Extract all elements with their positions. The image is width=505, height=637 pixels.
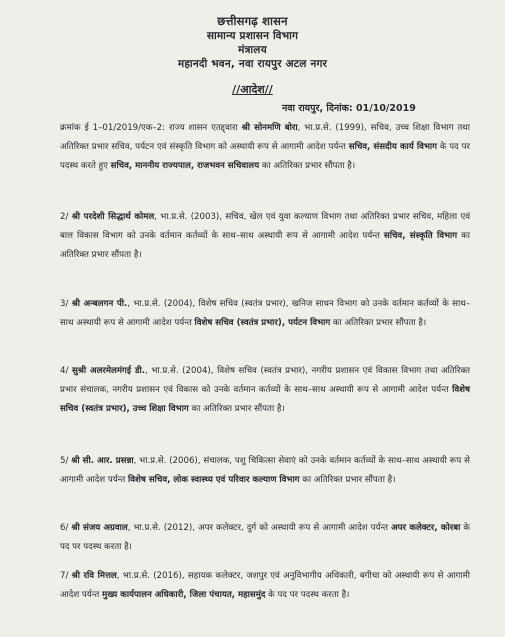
header-department: सामान्य प्रशासन विभाग — [206, 30, 299, 42]
paragraph-text: , भा.प्र.से. (2004), विशेष सचिव (स्वतंत्र प्रभार), नगरीय प्रशासन एवं विकास विभाग तथा अतिरिक्त प्रभार संचालक, नगरीय प्रशासन एवं विकास को उनके वर्तमान कर्तव्यों के साथ–साथ अस्थायी रूप से आगामी आदेश पर्यन्त — [60, 366, 470, 395]
header-address: महानदी भवन, नवा रायपुर अटल नगर — [177, 58, 328, 70]
order-paragraph-1 — [60, 119, 470, 176]
paragraph-text: के पद पर पदस्थ करता है। — [60, 523, 470, 552]
order-title: //आदेश// — [232, 83, 273, 96]
paragraph-text: 3/ — [60, 299, 72, 309]
posting-post: विशेष सचिव (स्वतंत्र प्रभार), पर्यटन विभाग — [194, 318, 331, 328]
paragraph-text: का अतिरिक्त प्रभार सौंपता है। — [330, 318, 427, 328]
posting-post: सचिव, संस्कृति विभाग — [383, 231, 458, 241]
paragraph-text: , भा.प्र.से. (2012), अपर कलेक्टर, दुर्ग को अस्थायी रूप से आगामी आदेश पर्यन्त — [127, 523, 392, 533]
officer-name: श्री परदेशी सिद्धार्थ कोमल — [71, 212, 155, 222]
officer-name: श्री सी. आर. प्रसन्ना — [71, 456, 134, 466]
paragraph-text: , भा.प्र.से. (2006), संचालक, पशु चिकित्सा सेवाएं को उनके वर्तमान कर्तव्यों के साथ–साथ अस्थायी रूप से आगामी आदेश पर्यन्त — [60, 456, 470, 485]
header-ministry: मंत्रालय — [238, 44, 267, 56]
paragraph-text: , भा.प्र.से. (1999), सचिव, उच्च शिक्षा विभाग तथा अतिरिक्त प्रभार सचिव, पर्यटन एवं संस्कृति विभाग को अस्थायी रूप से आगामी आदेश पर्यन्त — [60, 123, 470, 152]
paragraph-text: 2/ — [60, 212, 72, 222]
order-paragraph-7 — [60, 567, 470, 605]
paragraph-text: 6/ — [60, 523, 72, 533]
order-paragraph-5 — [60, 452, 470, 490]
officer-name: श्री संजय अग्रवाल — [71, 523, 128, 533]
paragraph-text: के पद पर पदस्थ करता है। — [265, 590, 350, 600]
posting-post: अपर कलेक्टर, कोरबा — [391, 523, 461, 533]
paragraph-text: का अतिरिक्त प्रभार सौंपता है। — [60, 231, 471, 260]
order-paragraph-6 — [60, 519, 470, 557]
officer-name: श्री रवि मित्तल — [71, 571, 117, 581]
paragraph-text: , भा.प्र.से. (2003), सचिव, खेल एवं युवा कल्याण विभाग तथा अतिरिक्त प्रभार सचिव, महिला एवं बाल विकास विभाग को उनके वर्तमान कर्तव्यों के साथ–साथ अस्थायी रूप से आगामी आदेश पर्यन्त — [60, 212, 470, 241]
paragraph-text: का अतिरिक्त प्रभार सौंपता है। — [188, 404, 285, 414]
posting-post: विशेष सचिव (स्वतंत्र प्रभार), उच्च शिक्षा विभाग — [60, 385, 470, 414]
paragraph-text: का अतिरिक्त प्रभार सौंपता है। — [299, 475, 396, 485]
officer-name: श्री अन्बलगन पी. — [71, 299, 128, 309]
order-paragraph-3 — [60, 295, 470, 333]
additional-charge-post: सचिव, माननीय राज्यपाल, राजभवन सचिवालय — [110, 161, 260, 171]
posting-post: मुख्य कार्यपालन अधिकारी, जिला पंचायत, महासमुंद — [102, 590, 266, 600]
posting-post: सचिव, संसदीय कार्य विभाग — [348, 142, 437, 152]
order-paragraph-2 — [60, 208, 470, 265]
paragraph-text: , भा.प्र.से. (2016), सहायक कलेक्टर, जशपुर एवं अनुविभागीय अधिकारी, बगीचा को अस्थायी रूप से आगामी आदेश पर्यन्त — [60, 571, 470, 600]
date-line: नवा रायपुर, दिनांक: 01/10/2019 — [282, 103, 416, 114]
officer-name: सुश्री अलरमेलमंगई डी. — [72, 366, 146, 376]
posting-post: विशेष सचिव, लोक स्वास्थ्य एवं परिवार कल्याण विभाग — [128, 475, 300, 485]
header-government: छत्तीसगढ़ शासन — [217, 14, 288, 28]
order-title-row — [0, 82, 505, 97]
officer-name: श्री सोनमणि बोरा — [241, 123, 298, 133]
paragraph-text: , भा.प्र.से. (2004), विशेष सचिव (स्वतंत्र प्रभार), खनिज साधन विभाग को उनके वर्तमान कर्तव्यों के साथ–साथ अस्थायी रूप से आगामी आदेश पर्यन्त — [60, 299, 470, 328]
paragraph-text: 4/ — [60, 366, 72, 376]
paragraph-text: 5/ — [60, 456, 72, 466]
paragraph-text: के पद पर पदस्थ करते हुए — [60, 142, 470, 171]
order-paragraph-4 — [60, 362, 470, 419]
paragraph-text: का अतिरिक्त प्रभार सौंपता है। — [259, 161, 356, 171]
paragraph-text: 7/ — [60, 571, 72, 581]
paragraph-text: क्रमांक ई 1–01/2019/एक–2: राज्य शासन एतद्द्वारा — [60, 123, 242, 133]
